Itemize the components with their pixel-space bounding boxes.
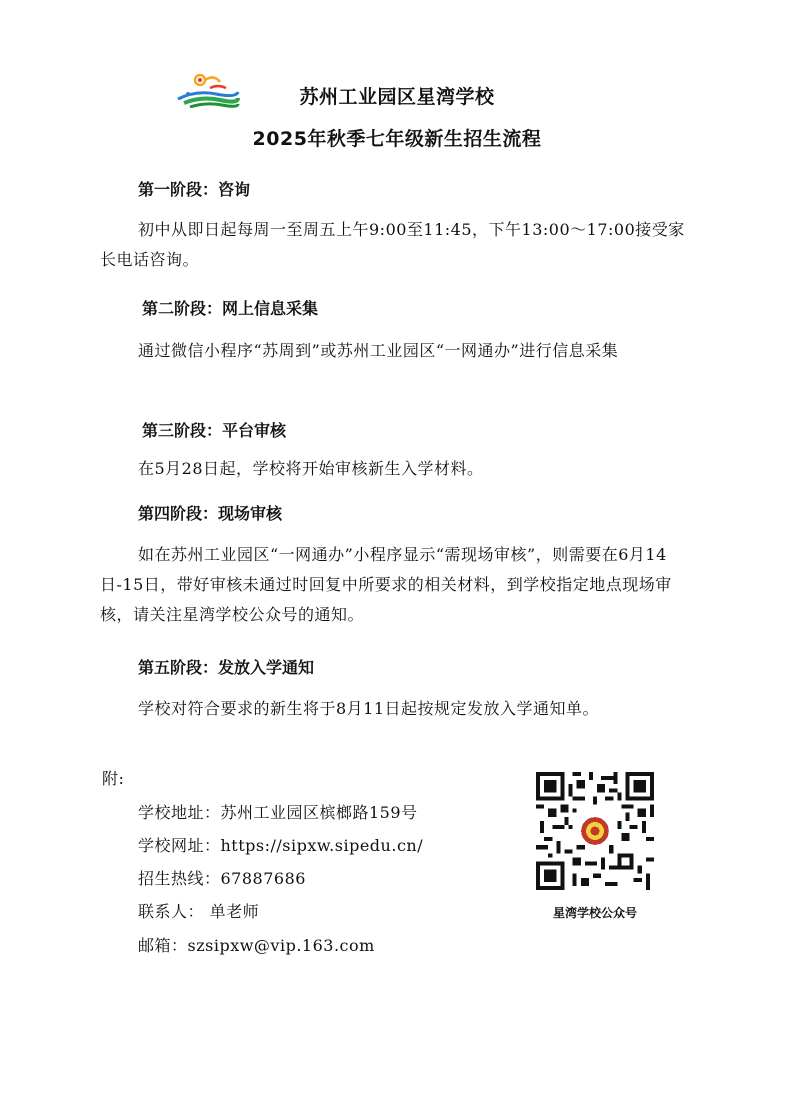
- stage-1-title: 第一阶段：咨询: [138, 180, 251, 199]
- enrollment-hotline: 招生热线：67887686: [138, 869, 306, 888]
- school-name-title: 苏州工业园区星湾学校: [299, 86, 495, 108]
- stage-5-body: 学校对符合要求的新生将于8月11日起按规定发放入学通知单。: [138, 699, 600, 718]
- stage-5-title: 第五阶段：发放入学通知: [138, 658, 315, 677]
- document-title: 2025年秋季七年级新生招生流程: [252, 128, 542, 150]
- qr-code-icon: [536, 772, 654, 890]
- qr-caption: 星湾学校公众号: [552, 906, 637, 920]
- stage-3-title: 第三阶段：平台审核: [142, 421, 287, 440]
- stage-2-title: 第二阶段：网上信息采集: [142, 299, 319, 318]
- contact-person: 联系人： 单老师: [138, 902, 260, 921]
- school-address: 学校地址：苏州工业园区槟榔路159号: [138, 803, 418, 822]
- appendix-label: 附:: [102, 769, 125, 788]
- stage-3-body: 在5月28日起，学校将开始审核新生入学材料。: [138, 459, 484, 478]
- stage-4-body: 如在苏州工业园区“一网通办”小程序显示“需现场审核”，则需要在6月14日-15日，带好审核未通过时回复中所要求的相关材料，到学校指定地点现场审核，请关注星湾学校公众号的通知。: [100, 545, 672, 624]
- contact-email: 邮箱：szsipxw@vip.163.com: [138, 936, 375, 955]
- stage-2-body: 通过微信小程序“苏周到”或苏州工业园区“一网通办”进行信息采集: [138, 341, 619, 360]
- stage-4-title: 第四阶段：现场审核: [138, 504, 283, 523]
- school-website: 学校网址：https://sipxw.sipedu.cn/: [138, 836, 424, 855]
- stage-1-body: 初中从即日起每周一至周五上午9:00至11:45，下午13:00～17:00接受家长电话咨询。: [100, 220, 685, 269]
